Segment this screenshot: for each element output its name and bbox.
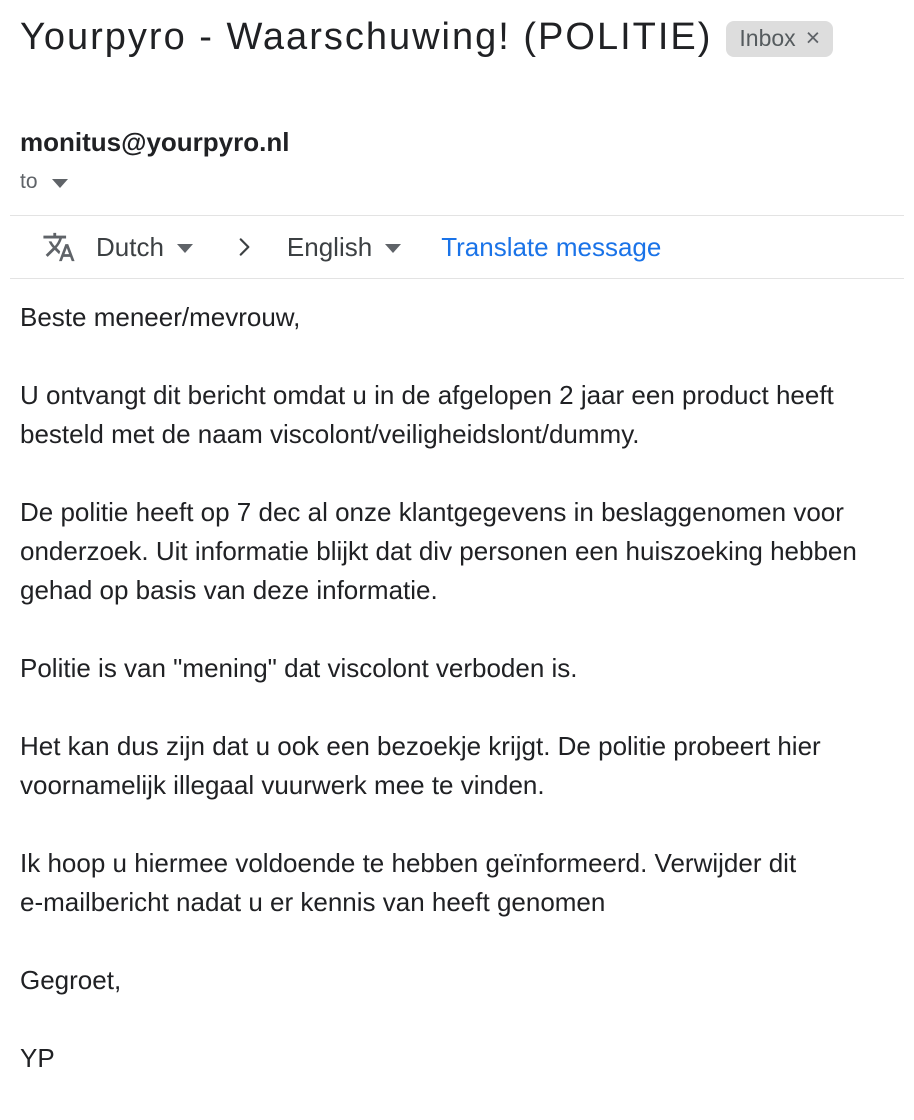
paragraph — [20, 961, 894, 1000]
chevron-right-icon — [231, 234, 257, 260]
body-line: voornamelijk illegaal vuurwerk mee te vinden. — [20, 770, 545, 800]
body-line: Beste meneer/mevrouw, — [20, 302, 301, 332]
to-label: to — [20, 170, 38, 193]
inbox-label-text: Inbox — [739, 25, 796, 51]
caret-down-icon — [52, 179, 68, 188]
target-language-dropdown[interactable] — [287, 230, 401, 264]
body-line: gehad op basis van deze informatie. — [20, 575, 438, 605]
body-line: Gegroet, — [20, 965, 122, 995]
paragraph — [20, 298, 894, 337]
caret-down-icon — [385, 244, 401, 253]
source-language-dropdown[interactable] — [96, 230, 193, 264]
paragraph — [20, 1039, 894, 1078]
body-line: U ontvangt dit bericht omdat u in de afgelopen 2 jaar een product heeft — [20, 380, 834, 410]
sender-block — [0, 126, 914, 194]
label-close-icon[interactable]: × — [805, 23, 821, 52]
source-language-label: Dutch — [96, 232, 164, 262]
body-line: De politie heeft op 7 dec al onze klantgegevens in beslaggenomen voor — [20, 497, 844, 527]
target-language-label: English — [286, 232, 373, 262]
email-body — [0, 298, 914, 1078]
paragraph — [20, 727, 894, 805]
translate-icon — [42, 230, 76, 264]
translate-message-button[interactable]: Translate message — [441, 232, 662, 262]
email-subject: Yourpyro - Waarschuwing! (POLITIE) — [20, 16, 713, 58]
body-line: onderzoek. Uit informatie blijkt dat div personen een huiszoeking hebben — [20, 536, 857, 566]
body-line: Politie is van "mening" dat viscolont verboden is. — [20, 653, 578, 683]
body-line: besteld met de naam viscolont/veiligheidslont/dummy. — [20, 419, 640, 449]
body-line: YP — [20, 1043, 55, 1073]
caret-down-icon — [177, 244, 193, 253]
subject-row — [0, 0, 914, 60]
paragraph — [20, 844, 894, 922]
paragraph — [20, 376, 894, 454]
translate-bar — [10, 215, 904, 279]
inbox-label-chip[interactable] — [726, 21, 833, 57]
paragraph — [20, 493, 894, 610]
sender-email: monitus@yourpyro.nl — [20, 127, 290, 157]
recipient-details-toggle[interactable] — [20, 170, 68, 194]
body-line: e-mailbericht nadat u er kennis van heeft genomen — [20, 887, 606, 917]
body-line: Ik hoop u hiermee voldoende te hebben geïnformeerd. Verwijder dit — [20, 848, 797, 878]
paragraph — [20, 649, 894, 688]
body-line: Het kan dus zijn dat u ook een bezoekje krijgt. De politie probeert hier — [20, 731, 821, 761]
